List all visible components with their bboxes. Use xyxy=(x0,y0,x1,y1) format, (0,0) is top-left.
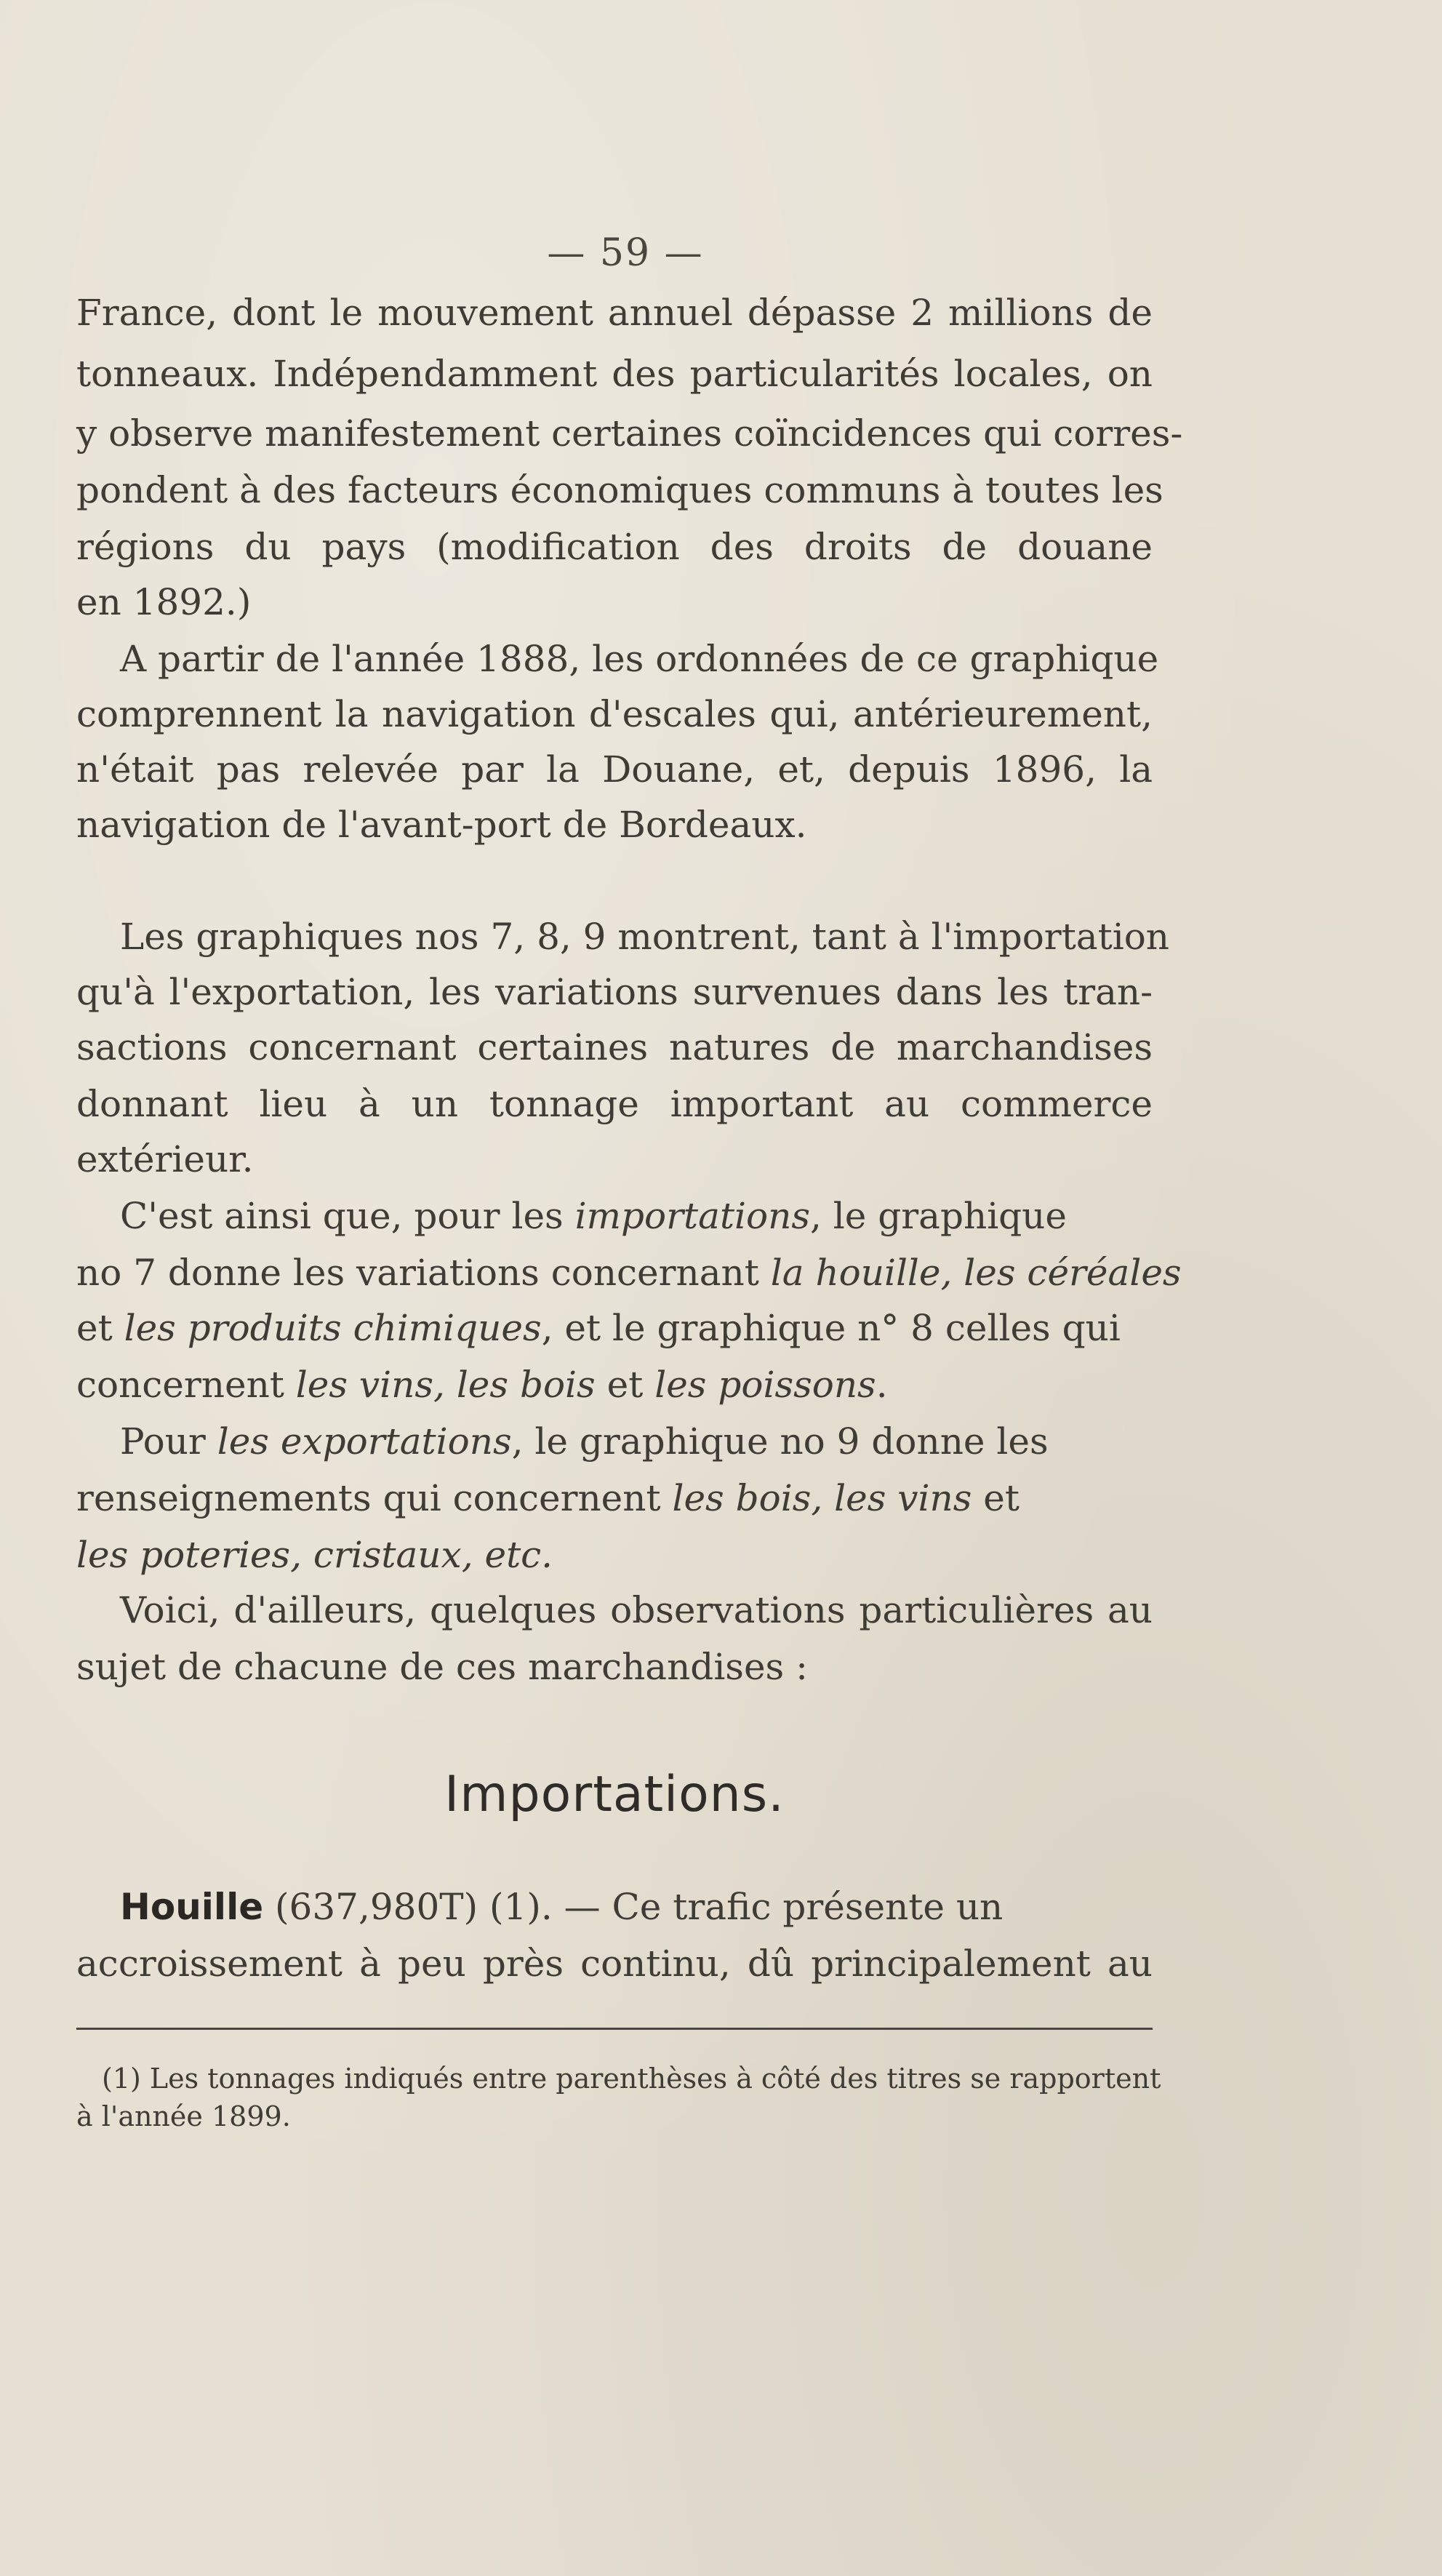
text-line xyxy=(76,1357,1153,1412)
text-span: , le graphique no 9 donne les xyxy=(511,1420,1049,1463)
text-line xyxy=(120,1188,1153,1244)
text-line xyxy=(120,1414,1153,1469)
footnote-line: à l'année 1899. xyxy=(76,2100,291,2132)
text-line xyxy=(76,1245,1182,1300)
text-line: sujet de chacune de ces marchandises : xyxy=(76,1646,808,1688)
text-line xyxy=(76,1471,1153,1526)
text-span: , et le graphique n° 8 celles qui xyxy=(541,1307,1121,1349)
text-line: navigation de l'avant-port de Bordeaux. xyxy=(76,804,807,846)
text-line: donnant lieu à un tonnage important au commerce xyxy=(76,1083,1153,1125)
text-line xyxy=(76,1300,1153,1356)
text-line: Les graphiques nos 7, 8, 9 montrent, tant à l'importation xyxy=(120,916,1169,958)
italic-term: les vins, les bois xyxy=(295,1364,596,1406)
text-line: en 1892.) xyxy=(76,581,252,623)
text-span: . xyxy=(876,1364,888,1406)
text-span: , le graphique xyxy=(810,1195,1067,1237)
text-span: Pour xyxy=(120,1420,217,1463)
italic-term: importations xyxy=(574,1195,810,1237)
italic-term: les exportations xyxy=(217,1420,512,1463)
text-line: régions du pays (modification des droits de douane xyxy=(76,526,1153,568)
text-line: comprennent la navigation d'escales qui, antérieurement, xyxy=(76,693,1153,735)
text-span: no 7 donne les variations concernant xyxy=(76,1252,771,1294)
text-line: qu'à l'exportation, les variations survenues dans les tran- xyxy=(76,971,1153,1013)
text-span: (637,980T) (1). — Ce trafic présente un xyxy=(263,1886,1004,1928)
footnote-rule xyxy=(76,2028,1153,2030)
text-line: Voici, d'ailleurs, quelques observations particulières au xyxy=(120,1589,1153,1631)
italic-term: les bois, les vins xyxy=(672,1477,972,1519)
bold-term: Houille xyxy=(120,1886,264,1928)
text-line: tonneaux. Indépendamment des particularités locales, on xyxy=(76,353,1153,395)
page-number: — 59 — xyxy=(547,231,704,275)
text-line xyxy=(120,1879,1153,1935)
text-span: et xyxy=(595,1364,655,1406)
italic-term: la houille, les céréales xyxy=(770,1252,1182,1294)
text-line: n'était pas relevée par la Douane, et, depuis 1896, la xyxy=(76,748,1153,791)
text-line: France, dont le mouvement annuel dépasse 2 millions de xyxy=(76,292,1153,334)
text-span: C'est ainsi que, pour les xyxy=(120,1195,575,1237)
text-span: concernent xyxy=(76,1364,296,1406)
text-span: renseignements qui concernent xyxy=(76,1477,673,1519)
italic-term: les produits chimiques xyxy=(124,1307,542,1349)
text-line: A partir de l'année 1888, les ordonnées de ce graphique xyxy=(120,638,1159,680)
text-line: sactions concernant certaines natures de marchandises xyxy=(76,1026,1153,1068)
text-line: accroissement à peu près continu, dû principalement au xyxy=(76,1943,1153,1985)
italic-term: les poissons xyxy=(654,1364,876,1406)
text-line: pondent à des facteurs économiques communs à toutes les xyxy=(76,469,1163,511)
text-span: et xyxy=(76,1307,124,1349)
text-line: y observe manifestement certaines coïncidences qui corres- xyxy=(76,412,1183,455)
footnote-line: (1) Les tonnages indiqués entre parenthèses à côté des titres se rapportent xyxy=(102,2063,1161,2095)
section-heading: Importations. xyxy=(444,1766,785,1823)
text-span: et xyxy=(972,1477,1020,1519)
text-line: extérieur. xyxy=(76,1138,254,1180)
text-line: les poteries, cristaux, etc. xyxy=(76,1534,553,1576)
